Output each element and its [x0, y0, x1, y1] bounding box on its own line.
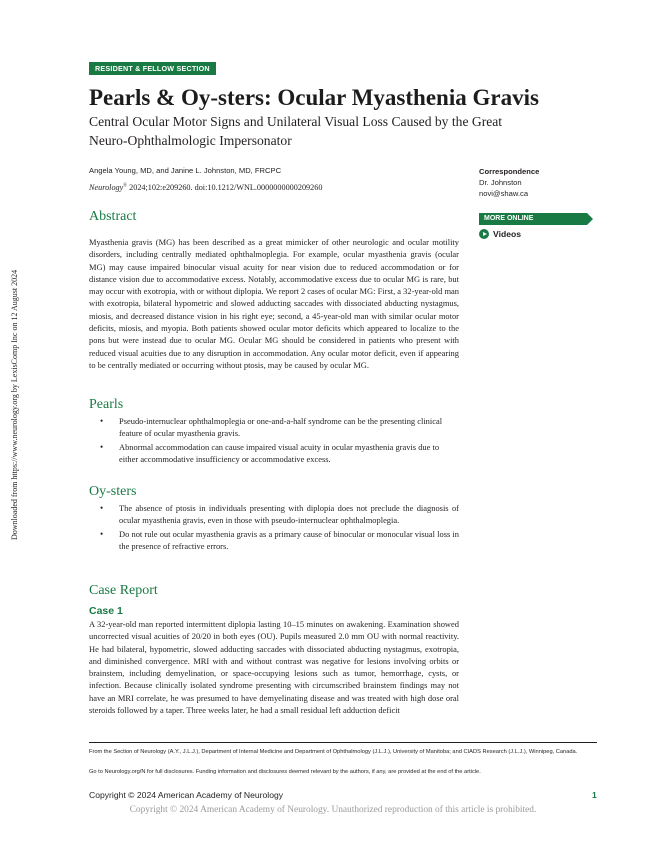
oysters-heading: Oy-sters — [89, 484, 137, 499]
article-title: Pearls & Oy-sters: Ocular Myasthenia Gravis — [89, 85, 539, 110]
list-item: • Pseudo-internuclear ophthalmoplegia or one-and-a-half syndrome can be the presenting clinical feature of ocular myasthenia gravis. — [100, 415, 459, 440]
correspondence-email[interactable]: novi@shaw.ca — [479, 189, 529, 198]
videos-link[interactable] — [479, 229, 521, 239]
journal-name: Neurology — [89, 183, 124, 192]
registered-mark: ® — [123, 183, 128, 189]
case-1-text: A 32-year-old man reported intermittent diplopia lasting 10–15 minutes on awakening. Examination showed uncorrected visual acuities of 20/20 in both eyes (OU). Pupils measured 2.0 mm OU with normal reactivity. He had bilateral, hypometric, slowed adducting saccades with dissociated abducting nystagmus, exotropia, and diminished convergence. MRI with and without contrast was negative for lesions involving orbits or brainstem, including demyelination, or space-occupying lesions such as tumor, hemorrhage, cysts, or infection. Because clinically isolated syndrome presenting with circumscribed brainstem findings may not have an MRI correlate, he was presumed to have demyelinating disease and was treated with high dose oral steroids followed by a taper. Three weeks later, he had a small residual left adduction deficit — [89, 619, 459, 716]
copyright-watermark: Copyright © 2024 American Academy of Neurology. Unauthorized reproduction of this article is prohibited. — [129, 805, 537, 815]
more-online-banner: MORE ONLINE — [479, 213, 587, 225]
abstract-text: Myasthenia gravis (MG) has been described as a great mimicker of other neurologic and ocular motility disorders, including centrally mediated ophthalmoplegia. For example, ocular myasthenia gravis (ocular MG) may cause impaired binocular visual acuity for near vision due to reduced accommodation or for distance vision due to accommodative excess. Notably, accommodative excess due to ocular MG is rare, but may occur with exotropia, with or without diplopia. We report 2 cases of ocular MG: First, a 32-year-old man with exotropia, bilateral hypometric and slowed adducting saccades with dissociated abducting nystagmus, miosis, and decreased distance vision in his right eye; second, a 45-year-old man with similar ocular motor deficits, miosis, and myopia. Both patients showed ocular motor deficits which appeared to localize to the pons but were instead due to ocular MG. Ocular MG should be considered in patients who present with reduced visual acuities due to any disruption in accommodation. Any ocular motor deficit, even if appearing to be centrally mediated or occurring without ptosis, may be caused by ocular MG. — [89, 237, 459, 370]
list-item: • Do not rule out ocular myasthenia gravis as a primary cause of binocular or monocular visual loss in the presence of refractive errors. — [100, 528, 459, 553]
list-item: • Abnormal accommodation can cause impaired visual acuity in ocular myasthenia gravis due to either accommodative insufficiency or accommodative excess. — [100, 441, 459, 466]
copyright-line: Copyright © 2024 American Academy of Neurology — [89, 790, 284, 800]
article-subtitle: Central Ocular Motor Signs and Unilateral Visual Loss Caused by the Great Neuro-Ophthalmologic Impersonator — [89, 114, 503, 148]
affiliation-footnote: From the Section of Neurology (A.Y., J.L.J.), Department of Internal Medicine and Department of Ophthalmology (J.L.J.), University of Manitoba; and CIADS Research (J.L.J.), Winnipeg, Canada. — [89, 749, 578, 755]
case-report-heading: Case Report — [89, 583, 158, 598]
correspondence-name: Dr. Johnston — [479, 178, 522, 187]
correspondence-block — [479, 166, 539, 199]
correspondence-label: Correspondence — [479, 167, 540, 176]
citation-line — [89, 183, 322, 192]
abstract-heading: Abstract — [89, 209, 137, 224]
author-list: Angela Young, MD, and Janine L. Johnston, MD, FRCPC — [89, 166, 282, 175]
page-number: 1 — [592, 790, 597, 800]
pearls-heading: Pearls — [89, 397, 124, 412]
disclosure-footnote: Go to Neurology.org/N for full disclosures. Funding information and disclosures deemed relevant by the authors, if any, are provided at the end of the article. — [89, 769, 481, 775]
pearls-list — [100, 415, 459, 466]
list-item: • The absence of ptosis in individuals presenting with diplopia does not preclude the diagnosis of ocular myasthenia gravis, even in those with pseudo-internuclear ophthalmoplegia. — [100, 502, 459, 527]
oysters-list — [100, 502, 459, 553]
play-icon — [479, 229, 489, 239]
citation-details: 2024;102:e209260. doi:10.1212/WNL.0000000000209260 — [127, 183, 323, 192]
download-side-note: Downloaded from https://www.neurology.org by LexisComp Inc on 12 August 2024 — [10, 269, 19, 540]
section-badge: RESIDENT & FELLOW SECTION — [89, 62, 216, 75]
videos-label: Videos — [493, 229, 522, 239]
footnote-divider — [89, 742, 597, 743]
case-1-heading: Case 1 — [89, 605, 123, 617]
